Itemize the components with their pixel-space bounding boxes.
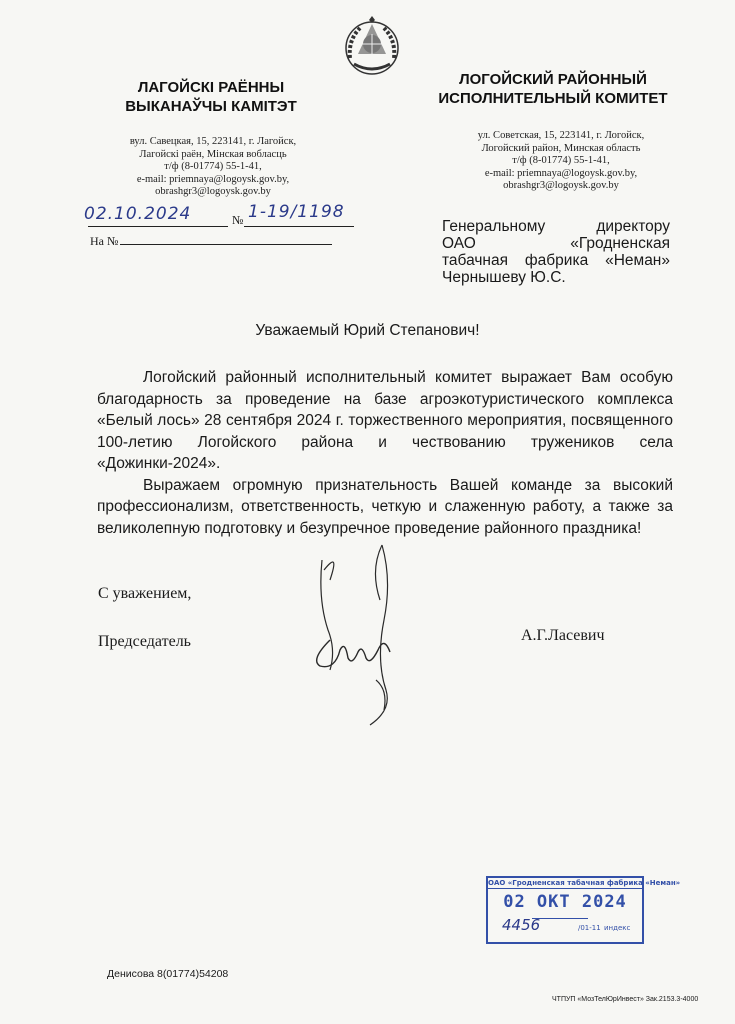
registration-date: 02.10.2024 (84, 204, 192, 224)
printer-info: ЧТПУП «МозТелЮрИнвест» Зак.2153.3-4000 (552, 996, 699, 1003)
addressee-line: ОАО «Гродненская (442, 235, 670, 252)
letter-body (97, 367, 673, 539)
org-title-ru: ЛОГОЙСКИЙ РАЙОННЫЙ ИСПОЛНИТЕЛЬНЫЙ КОМИТЕТ (438, 71, 668, 107)
registration-number: 1-19/1198 (248, 202, 345, 222)
stamp-incoming-number: 4456 (502, 916, 541, 934)
paragraph: Выражаем огромную признательность Вашей команде за высокий профессионализм, ответственность, четкую и слаженную работу, а также за великолепную подготовку и безупречное проведение районного праздника! (97, 476, 673, 537)
reply-to-line (120, 244, 332, 245)
signer-title: Председатель (98, 633, 191, 650)
registration-number-label: № (232, 213, 244, 227)
addressee-block (442, 218, 670, 286)
addressee-line: Генеральному директору (442, 218, 670, 235)
stamp-suffix: /01-11 (578, 924, 601, 932)
stamp-date: 02 ОКТ 2024 (503, 892, 627, 912)
addressee-line: Чернышеву Ю.С. (442, 269, 566, 286)
address-be: вул. Савецкая, 15, 223141, г. Лагойск, Лагойскі раён, Мінская вобласць т/ф (8-01774) 55-1-41, e-mail: priemnaya@logoysk.gov.by, obrashgr3@logoysk.gov.by (129, 136, 297, 197)
signer-name: А.Г.Ласевич (521, 627, 605, 644)
org-title-be: ЛАГОЙСКІ РАЁННЫ ВЫКАНАЎЧЫ КАМІТЭТ (125, 79, 297, 115)
reply-to-label: На № (90, 234, 119, 248)
address-ru: ул. Советская, 15, 223141, г. Логойск, Логойский район, Минская область т/ф (8-01774) 55-1-41, e-mail: priemnaya@logoysk.gov.by, obrashgr3@logoysk.gov.by (477, 130, 645, 191)
signature-icon (300, 540, 420, 730)
executor-contact: Денисова 8(01774)54208 (107, 968, 229, 980)
state-emblem-icon (340, 14, 404, 78)
salutation: Уважаемый Юрий Степанович! (255, 322, 480, 339)
incoming-stamp (486, 876, 681, 944)
stamp-org: ОАО «Гродненская табачная фабрика «Неман» (488, 879, 681, 887)
paragraph: Логойский районный исполнительный комитет выражает Вам особую благодарность за проведение на базе агроэкотуристического комплекса «Белый лось» 28 сентября 2024 г. торжественного мероприятия, посвященного 100-летию Логойского района и чествованию тружеников села «Дожинки-2024». (97, 369, 673, 472)
closing: С уважением, (98, 585, 192, 602)
stamp-index-label: индекс (604, 924, 631, 932)
addressee-line: табачная фабрика «Неман» (442, 252, 670, 269)
